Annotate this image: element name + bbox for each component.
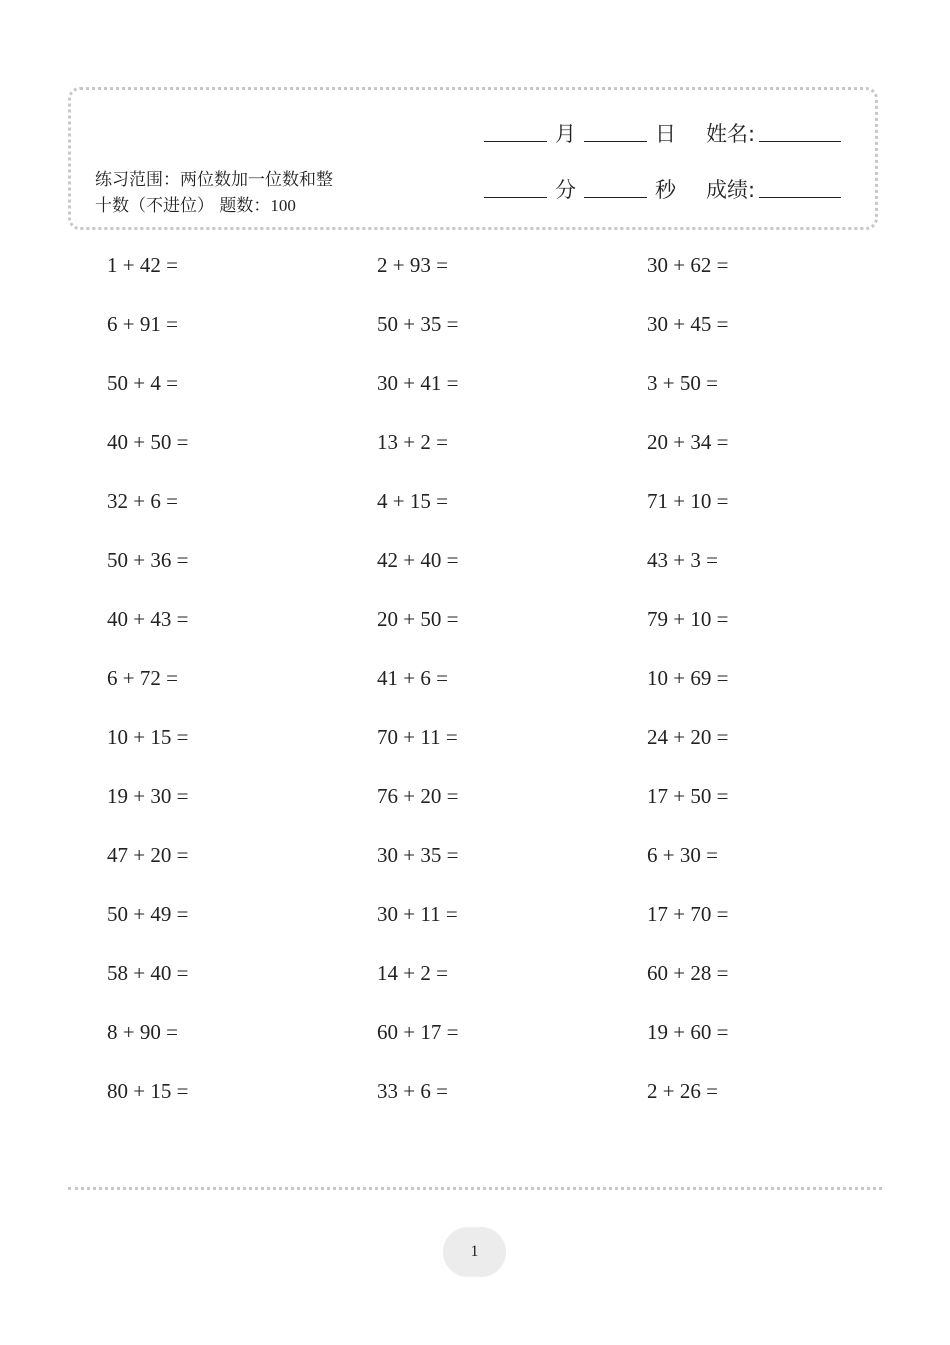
problem-item: 40 + 43 = bbox=[107, 607, 189, 631]
problem-item: 30 + 62 = bbox=[647, 253, 729, 277]
problem-item: 70 + 11 = bbox=[377, 725, 458, 749]
problem-item: 13 + 2 = bbox=[377, 430, 448, 454]
problem-item: 2 + 93 = bbox=[377, 253, 448, 277]
problem-row bbox=[107, 842, 887, 901]
problem-item: 6 + 30 = bbox=[647, 843, 718, 867]
problem-item: 4 + 15 = bbox=[377, 489, 448, 513]
practice-range-prefix: 十数（不进位） 题数： bbox=[95, 196, 271, 216]
name-blank[interactable] bbox=[759, 141, 841, 142]
problem-item: 42 + 40 = bbox=[377, 548, 459, 572]
minute-blank[interactable] bbox=[484, 197, 547, 198]
problem-row bbox=[107, 901, 887, 960]
problem-item: 50 + 36 = bbox=[107, 548, 189, 572]
problem-item: 30 + 41 = bbox=[377, 371, 459, 395]
problem-item: 76 + 20 = bbox=[377, 784, 459, 808]
problem-count: 100 bbox=[270, 196, 296, 215]
problem-grid bbox=[107, 252, 887, 1137]
minute-label: 分 bbox=[555, 178, 576, 202]
problem-item: 50 + 4 = bbox=[107, 371, 178, 395]
problem-item: 6 + 91 = bbox=[107, 312, 178, 336]
problem-item: 10 + 15 = bbox=[107, 725, 189, 749]
problem-row bbox=[107, 1019, 887, 1078]
problem-item: 80 + 15 = bbox=[107, 1079, 189, 1103]
problem-item: 14 + 2 = bbox=[377, 961, 448, 985]
problem-item: 40 + 50 = bbox=[107, 430, 189, 454]
problem-item: 60 + 28 = bbox=[647, 961, 729, 985]
problem-item: 43 + 3 = bbox=[647, 548, 718, 572]
score-label: 成绩: bbox=[706, 178, 756, 202]
time-score-row bbox=[484, 173, 841, 203]
practice-range-line1: 练习范围：两位数加一位数和整 bbox=[95, 170, 333, 190]
problem-item: 3 + 50 = bbox=[647, 371, 718, 395]
footer-divider bbox=[68, 1187, 882, 1190]
problem-item: 58 + 40 = bbox=[107, 961, 189, 985]
problem-item: 10 + 69 = bbox=[647, 666, 729, 690]
problem-row bbox=[107, 252, 887, 311]
problem-item: 24 + 20 = bbox=[647, 725, 729, 749]
problem-row bbox=[107, 547, 887, 606]
second-blank[interactable] bbox=[584, 197, 647, 198]
problem-item: 60 + 17 = bbox=[377, 1020, 459, 1044]
problem-item: 32 + 6 = bbox=[107, 489, 178, 513]
problem-row bbox=[107, 429, 887, 488]
problem-item: 50 + 35 = bbox=[377, 312, 459, 336]
second-label: 秒 bbox=[655, 178, 676, 202]
problem-row bbox=[107, 783, 887, 842]
problem-row bbox=[107, 606, 887, 665]
problem-item: 20 + 34 = bbox=[647, 430, 729, 454]
problem-item: 19 + 60 = bbox=[647, 1020, 729, 1044]
day-label: 日 bbox=[655, 122, 676, 146]
problem-item: 20 + 50 = bbox=[377, 607, 459, 631]
problem-item: 2 + 26 = bbox=[647, 1079, 718, 1103]
problem-item: 8 + 90 = bbox=[107, 1020, 178, 1044]
name-label: 姓名: bbox=[706, 122, 756, 146]
problem-item: 41 + 6 = bbox=[377, 666, 448, 690]
date-name-row bbox=[484, 117, 841, 147]
problem-item: 47 + 20 = bbox=[107, 843, 189, 867]
page-number-badge bbox=[443, 1227, 506, 1277]
practice-range bbox=[95, 168, 385, 219]
problem-item: 30 + 45 = bbox=[647, 312, 729, 336]
problem-row bbox=[107, 1078, 887, 1137]
problem-item: 33 + 6 = bbox=[377, 1079, 448, 1103]
problem-item: 6 + 72 = bbox=[107, 666, 178, 690]
score-blank[interactable] bbox=[759, 197, 841, 198]
month-blank[interactable] bbox=[484, 141, 547, 142]
day-blank[interactable] bbox=[584, 141, 647, 142]
problem-row bbox=[107, 665, 887, 724]
problem-item: 1 + 42 = bbox=[107, 253, 178, 277]
problem-item: 50 + 49 = bbox=[107, 902, 189, 926]
page-number: 1 bbox=[470, 1243, 479, 1260]
problem-item: 17 + 50 = bbox=[647, 784, 729, 808]
problem-item: 19 + 30 = bbox=[107, 784, 189, 808]
problem-item: 17 + 70 = bbox=[647, 902, 729, 926]
problem-row bbox=[107, 311, 887, 370]
problem-item: 30 + 11 = bbox=[377, 902, 458, 926]
practice-range-line2 bbox=[95, 193, 385, 219]
problem-item: 30 + 35 = bbox=[377, 843, 459, 867]
problem-row bbox=[107, 724, 887, 783]
problem-item: 79 + 10 = bbox=[647, 607, 729, 631]
problem-row bbox=[107, 488, 887, 547]
problem-row bbox=[107, 960, 887, 1019]
problem-item: 71 + 10 = bbox=[647, 489, 729, 513]
problem-row bbox=[107, 370, 887, 429]
month-label: 月 bbox=[555, 122, 576, 146]
